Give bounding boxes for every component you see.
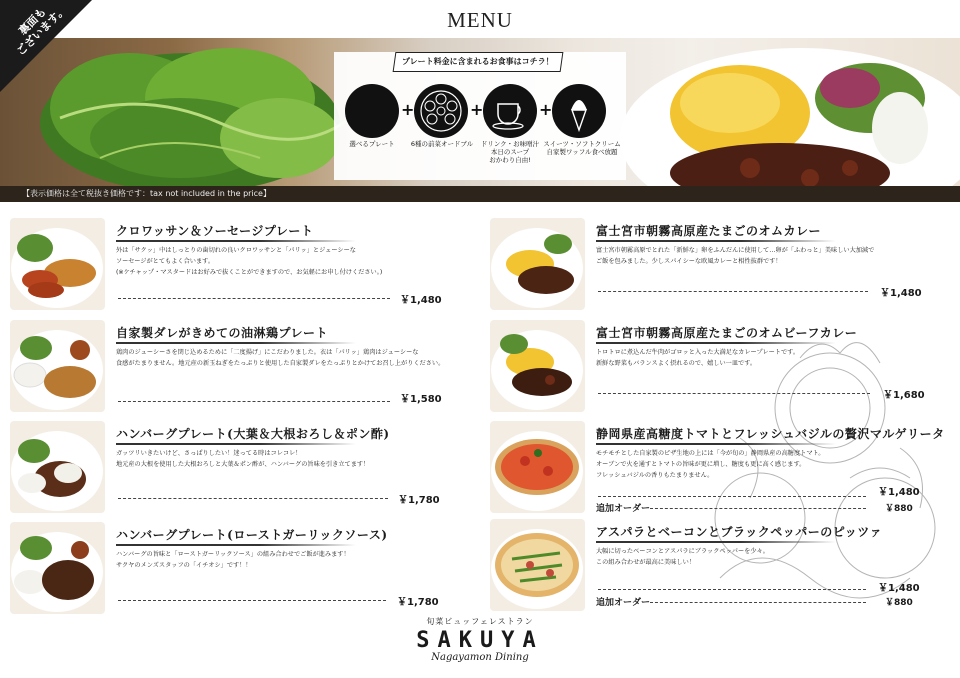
menu-item-description: ハンバーグの旨味と「ローストガーリックソース」の組み合わせでご飯が進みます！ サクヤのメンズスタッフの「イチオシ」です！！ bbox=[116, 551, 350, 569]
food-photo-hamburg-oroshi bbox=[10, 421, 105, 513]
menu-item bbox=[0, 218, 460, 310]
food-photo-asparagus-pizza bbox=[490, 519, 585, 611]
title-underline bbox=[596, 541, 836, 543]
back-side-badge: 裏面も ございます。 bbox=[0, 0, 110, 110]
price-leader bbox=[598, 393, 870, 394]
plate-includes-title: プレート料金に含まれるお食事はコチラ！ bbox=[393, 52, 564, 72]
food-photo-yurinchi-plate bbox=[10, 320, 105, 412]
combo-caption-appetizer: 6種の前菜オードブル bbox=[410, 140, 474, 148]
food-photo-omu-beef-curry bbox=[490, 320, 585, 412]
food-photo-margherita bbox=[490, 421, 585, 513]
menu-item-description: 外は「サクッ」中はしっとりの歯切れの良いクロワッサンと「パリッ」とジューシーな ソーセージがとてもよく合います。 (※ケチャップ・マスタードはお好みで抜くことができますので、お気軽にお申し付けください。) bbox=[116, 247, 383, 276]
extra-order-price: ￥880 bbox=[885, 504, 913, 514]
menu-item-price: ￥1,680 bbox=[883, 390, 925, 401]
restaurant-logo-script: Nagayamon Dining bbox=[431, 652, 529, 663]
appetizer-platter-icon bbox=[414, 84, 468, 138]
title-underline bbox=[116, 544, 356, 546]
menu-item-name: 自家製ダレがきめての油淋鶏プレート bbox=[116, 326, 329, 340]
menu-item-description: モチモチとした自家製のピザ生地の上には「今が旬の」静岡県産の高糖度トマト。 オーブンで火を通すとトマトの旨味が更に増し、糖度も更に高く感じます。 フレッシュバジルの香りもたまりません。 bbox=[596, 450, 825, 479]
price-leader bbox=[118, 401, 390, 402]
menu-item-price: ￥1,480 bbox=[878, 583, 920, 594]
omelette-plate-photo bbox=[600, 38, 960, 188]
menu-item bbox=[0, 421, 460, 513]
title-underline bbox=[116, 342, 356, 344]
plus-icon: + bbox=[470, 100, 484, 119]
title-underline bbox=[596, 342, 836, 344]
menu-item bbox=[480, 218, 940, 310]
menu-item-name: アスパラとベーコンとブラックペッパーのピッツァ bbox=[596, 525, 883, 539]
menu-item-price: ￥1,780 bbox=[397, 597, 439, 608]
extra-price-leader bbox=[650, 602, 866, 603]
food-photo-croissant-plate bbox=[10, 218, 105, 310]
food-photo-omu-curry bbox=[490, 218, 585, 310]
menu-item bbox=[480, 421, 945, 514]
food-photo-hamburg-garlic bbox=[10, 522, 105, 614]
menu-item-description: 鶏肉のジューシーさを閉じ込めるために「二度揚げ」にこだわりました。衣は「パリッ」鶏肉はジューシーな 食感がたまりません。地元産の新玉ねぎをたっぷりと使用した自家製ダレをたっぷりとかけてお召し上がりください。 bbox=[116, 349, 445, 367]
menu-item-description: ガッツリいきたいけど、さっぱりしたい！迷ってる時はコレコレ！ 地元産の大根を使用した大根おろしと大葉＆ポン酢が、ハンバーグの旨味を引き立てます！ bbox=[116, 450, 370, 468]
menu-item-price: ￥1,480 bbox=[878, 487, 920, 498]
restaurant-subtitle: 旬菜ビュッフェレストラン bbox=[426, 617, 534, 626]
tax-note: 【表示価格は全て税抜き価格です：tax not included in the price】 bbox=[0, 186, 960, 202]
menu-item-name: ハンバーグプレート(ローストガーリックソース) bbox=[116, 528, 388, 542]
menu-item-name: 富士宮市朝霧高原産たまごのオムビーフカレー bbox=[596, 326, 858, 340]
extra-order-label: 追加オーダー bbox=[596, 504, 651, 514]
price-leader bbox=[118, 498, 388, 499]
extra-price-leader bbox=[650, 508, 866, 509]
menu-item-name: クロワッサン＆ソーセージプレート bbox=[116, 224, 314, 238]
plus-icon: + bbox=[401, 100, 415, 119]
page-title: MENU bbox=[447, 8, 513, 32]
menu-item-price: ￥1,480 bbox=[880, 288, 922, 299]
menu-item-description: トロトロに煮込んだ牛肉がゴロッと入った大満足なカレープレートです。 新鮮な野菜もバランスよく摂れるので、嬉しい一皿です。 bbox=[596, 349, 800, 367]
price-leader bbox=[598, 589, 866, 590]
menu-item-name: 静岡県産高糖度トマトとフレッシュバジルの贅沢マルゲリータ bbox=[596, 427, 945, 441]
menu-item-price: ￥1,780 bbox=[398, 495, 440, 506]
extra-order-price: ￥880 bbox=[885, 598, 913, 608]
menu-item bbox=[0, 320, 460, 412]
menu-item bbox=[480, 320, 940, 412]
title-underline bbox=[116, 443, 356, 445]
title-underline bbox=[596, 443, 836, 445]
menu-item bbox=[0, 522, 460, 614]
combo-caption-sweets: スイーツ・ソフトクリーム 自家製ワッフル食べ放題 bbox=[543, 140, 621, 156]
menu-item-price: ￥1,480 bbox=[400, 295, 442, 306]
price-leader bbox=[118, 298, 390, 299]
title-underline bbox=[116, 240, 356, 242]
restaurant-logo: SAKUYA bbox=[416, 628, 544, 653]
extra-order-label: 追加オーダー bbox=[596, 598, 651, 608]
menu-item-name: 富士宮市朝霧高原産たまごのオムカレー bbox=[596, 224, 822, 238]
soft-cream-icon bbox=[552, 84, 606, 138]
menu-item-description: 富士宮市朝霧高原でとれた「新鮮な」卵をふんだんに使用して…卵が「ふわっと」美味しい大加減で ご飯を包みました。少しスパイシーな欧風カレーと相性抜群です！ bbox=[596, 247, 875, 265]
menu-item-price: ￥1,580 bbox=[400, 394, 442, 405]
menu-item-name: ハンバーグプレート(大葉＆大根おろし＆ポン酢) bbox=[116, 427, 390, 441]
plate-icon bbox=[345, 84, 399, 138]
plus-icon: + bbox=[539, 100, 553, 119]
coffee-cup-icon bbox=[483, 84, 537, 138]
combo-caption-drink: ドリンク・お味噌汁 本日のスープ おかわり自由! bbox=[480, 140, 540, 164]
title-underline bbox=[596, 240, 836, 242]
price-leader bbox=[598, 291, 868, 292]
menu-item-description: 大幅に切ったベーコンとアスパラにブラックペッパーを少々。 この組み合わせが最高に美味しい！ bbox=[596, 548, 769, 566]
price-leader bbox=[118, 600, 386, 601]
combo-caption-plate: 選べるプレート bbox=[349, 140, 395, 148]
menu-item bbox=[480, 519, 940, 611]
price-leader bbox=[598, 496, 866, 497]
